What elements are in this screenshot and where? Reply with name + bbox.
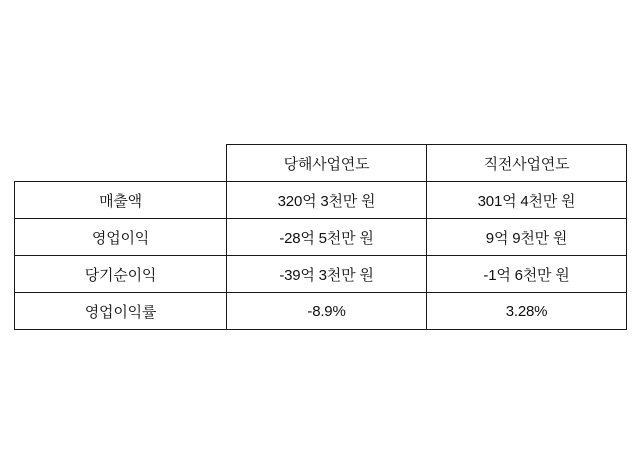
cell-net-income-previous: -1억 6천만 원 <box>427 256 627 293</box>
table-header <box>15 145 627 182</box>
cell-revenue-previous: 301억 4천만 원 <box>427 182 627 219</box>
cell-operating-profit-current: -28억 5천만 원 <box>227 219 427 256</box>
cell-revenue-current: 320억 3천만 원 <box>227 182 427 219</box>
table-row <box>15 293 627 330</box>
column-header-current-year: 당해사업연도 <box>227 145 427 182</box>
table-corner-cell <box>15 145 227 182</box>
cell-operating-profit-previous: 9억 9천만 원 <box>427 219 627 256</box>
row-label-operating-margin: 영업이익률 <box>15 293 227 330</box>
cell-operating-margin-current: -8.9% <box>227 293 427 330</box>
cell-operating-margin-previous: 3.28% <box>427 293 627 330</box>
row-label-net-income: 당기순이익 <box>15 256 227 293</box>
financial-summary-table <box>14 144 627 330</box>
row-label-operating-profit: 영업이익 <box>15 219 227 256</box>
table-row <box>15 182 627 219</box>
financial-table-container <box>14 144 626 330</box>
table-row <box>15 256 627 293</box>
cell-net-income-current: -39억 3천만 원 <box>227 256 427 293</box>
row-label-revenue: 매출액 <box>15 182 227 219</box>
table-header-row <box>15 145 627 182</box>
column-header-previous-year: 직전사업연도 <box>427 145 627 182</box>
table-body <box>15 182 627 330</box>
table-row <box>15 219 627 256</box>
